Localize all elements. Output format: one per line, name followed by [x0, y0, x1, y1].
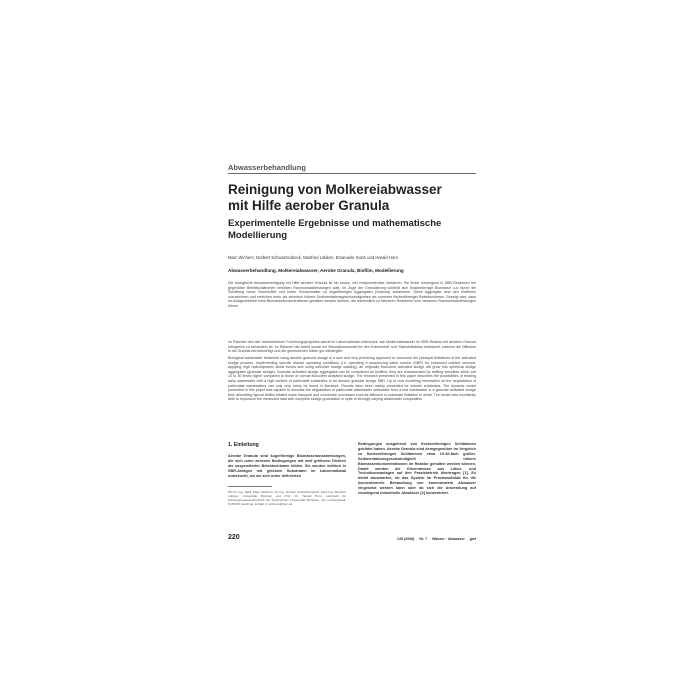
journal-logo: gwf [469, 537, 476, 541]
article-subtitle-line-1: Experimentelle Ergebnisse und mathematische [228, 218, 442, 229]
article-subtitle [228, 218, 476, 242]
section-divider [228, 173, 476, 174]
article-title-line-2: mit Hilfe aerober Granula [228, 198, 390, 213]
keywords: Abwasserbehandlung, Molkereiabwasser, Aerobe Granula, Biofilm, Modellierung [228, 268, 404, 273]
abstract-german-2: Im Rahmen des hier beschriebenen Forschungsprojektes wurde im Labormaßstab untersucht, wie Molkereiabwasser im SBR-Reaktor mit aeroben Granula erfolgreich zu behandeln ist. Im Rahmen der Arbeit wurde ein Simulationsmodell für den Kohlenstoff- und Stickstoffabbau entwickelt, welches die Diffusion in die Granula berücksichtigt und die gemessenen Daten gut wiedergibt. [228, 340, 476, 354]
section-label: Abwasserbehandlung [228, 163, 306, 172]
footer-issue: Nr. 7 [419, 537, 428, 541]
footer-volume: 145 (2008) [396, 537, 415, 541]
footer-journal: Wasser · Abwasser [432, 537, 465, 541]
article-title [228, 182, 476, 214]
authors: Marc Wichern, Norbert Schwarzenbeck, Manfred Lübken, Emanuele Sozzi und Harald Horn [228, 255, 398, 260]
page-number: 220 [228, 534, 240, 541]
article-page [228, 0, 476, 700]
abstract-english: Biological wastewater treatment using aerobic granular sludge is a new and very promising approach to overcome the principal limitations of the activated sludge process. Implementing specific reactor operating conditions (i.e. operating a sequencing batch reactor (SBR) for enhanced nutrient removal, applying high hydrodynamic shear forces and using selective sludge wasting), an originally flocculent activated sludge will grow into spherical sludge aggregates (granular sludge). Granular activated sludge aggregates can be considered as biofilms; they are characterized by settling velocities which are 10 to 30 times higher compared to those of normal flocculent activated sludge. The research presented in this paper describes the possibilities of treating dairy wastewater with a high content of particulate substrates in an aerobic granular sludge SBR. Up to now modelling information on the degradation of particulate wastewaters can only very rarely be found in literature. Results have been mainly presented for soluble substrates. The dynamic model presented in this paper was capable to simulate the degradation of particulate wastewater substrates from a real wastewater in a granular activated sludge bed, describing typical biofilm related mass transport and conversion processes such as diffusion or substrate limitation in detail. The model was excellently able to reproduce the measured data with complete sludge granulation in spite of strongly varying wastewater composition. [228, 356, 476, 402]
author-footnote: PD Dr.-Ing. habil. Marc Wichern, Dr.-Ing. Norbert Schwarzenbeck, Dipl.-Ing. Manfred Lübken, Universität Bochum und Prof. Dr. Harald Horn, Lehrstuhl für Siedlungswasserwirtschaft der Technischen Universität München, Am Coulombwall, D-85748 Garching, E-Mail: m.wichern@tum.de [228, 489, 346, 506]
section-heading: 1. Einleitung [228, 442, 259, 448]
article-subtitle-line-2: Modellierung [228, 230, 288, 241]
column-right [358, 442, 476, 496]
article-title-line-1: Reinigung von Molkereiabwasser [228, 182, 442, 197]
abstract-german: Die biologische Abwasserreinigung mit Hilfe aerober Granula ist ein neues, viel versprechendes Verfahren. Sie findet vorwiegend in SBR-Reaktoren bei gegenüber Belebtschlämmen erhöhten Raumumsatzleistungen statt. Im Zuge der Granulierung schließt sich flockenförmige Biomasse u.a. durch die Schaffung hoher Scherkräfte und hoher Schlammalter zu kugelförmigen Aggregaten (Granula) zusammen. Diese Aggregate sind den Biofilmen zuzurechnen und erreichen mehr als zehnfach höhere Sedimentationsgeschwindigkeiten als normaler flockenförmiger Belebtschlamm. Gezeigt wird, dass im Anlagenbetrieb hohe Biomassekonzentrationen gehalten werden können, die letztendlich zu kleineren Reaktoren bzw. besseren Raumumsatzleistungen führen. [228, 281, 476, 308]
body-text-left: Aerobe Granula sind kugelförmige Biomassenansammlungen, die sich unter aeroben Bedingungen mit weit größeren Dichten als suspendierter Belebtschlamm bilden. Sie werden vielfach in SBR-Anlagen mit gelösten Substraten im Labormaßstab untersucht, wo sie sich unter definierten [228, 454, 346, 478]
journal-footer [393, 537, 476, 541]
footnote-divider [228, 486, 272, 487]
body-text-right: Bedingungen ausgehend von flockenförmigen Schlämmen gebildet haben. Aerobe Granula sind demgegenüber im Vergleich zu flockenförmigen Schlämmen etwa 10-40-fach größer. Sedimentationsgeschwindigkeit höhere Biomassenkonzentrationen im Reaktor gehalten werden können. Damit werden die Erkenntnisse aus Labor- und Technikumsanlagen auf den Praxisbetrieb übertragen [1]. Es bleibt abzuwarten, ob das System im Praxismaßstab für die konventionelle Behandlung von kommunalem Abwasser eingesetzt werden kann oder ob sich die Anwendung auf vorwiegend industrielle Abwässer [2] konzentriert. [358, 442, 476, 496]
column-left [228, 442, 346, 506]
